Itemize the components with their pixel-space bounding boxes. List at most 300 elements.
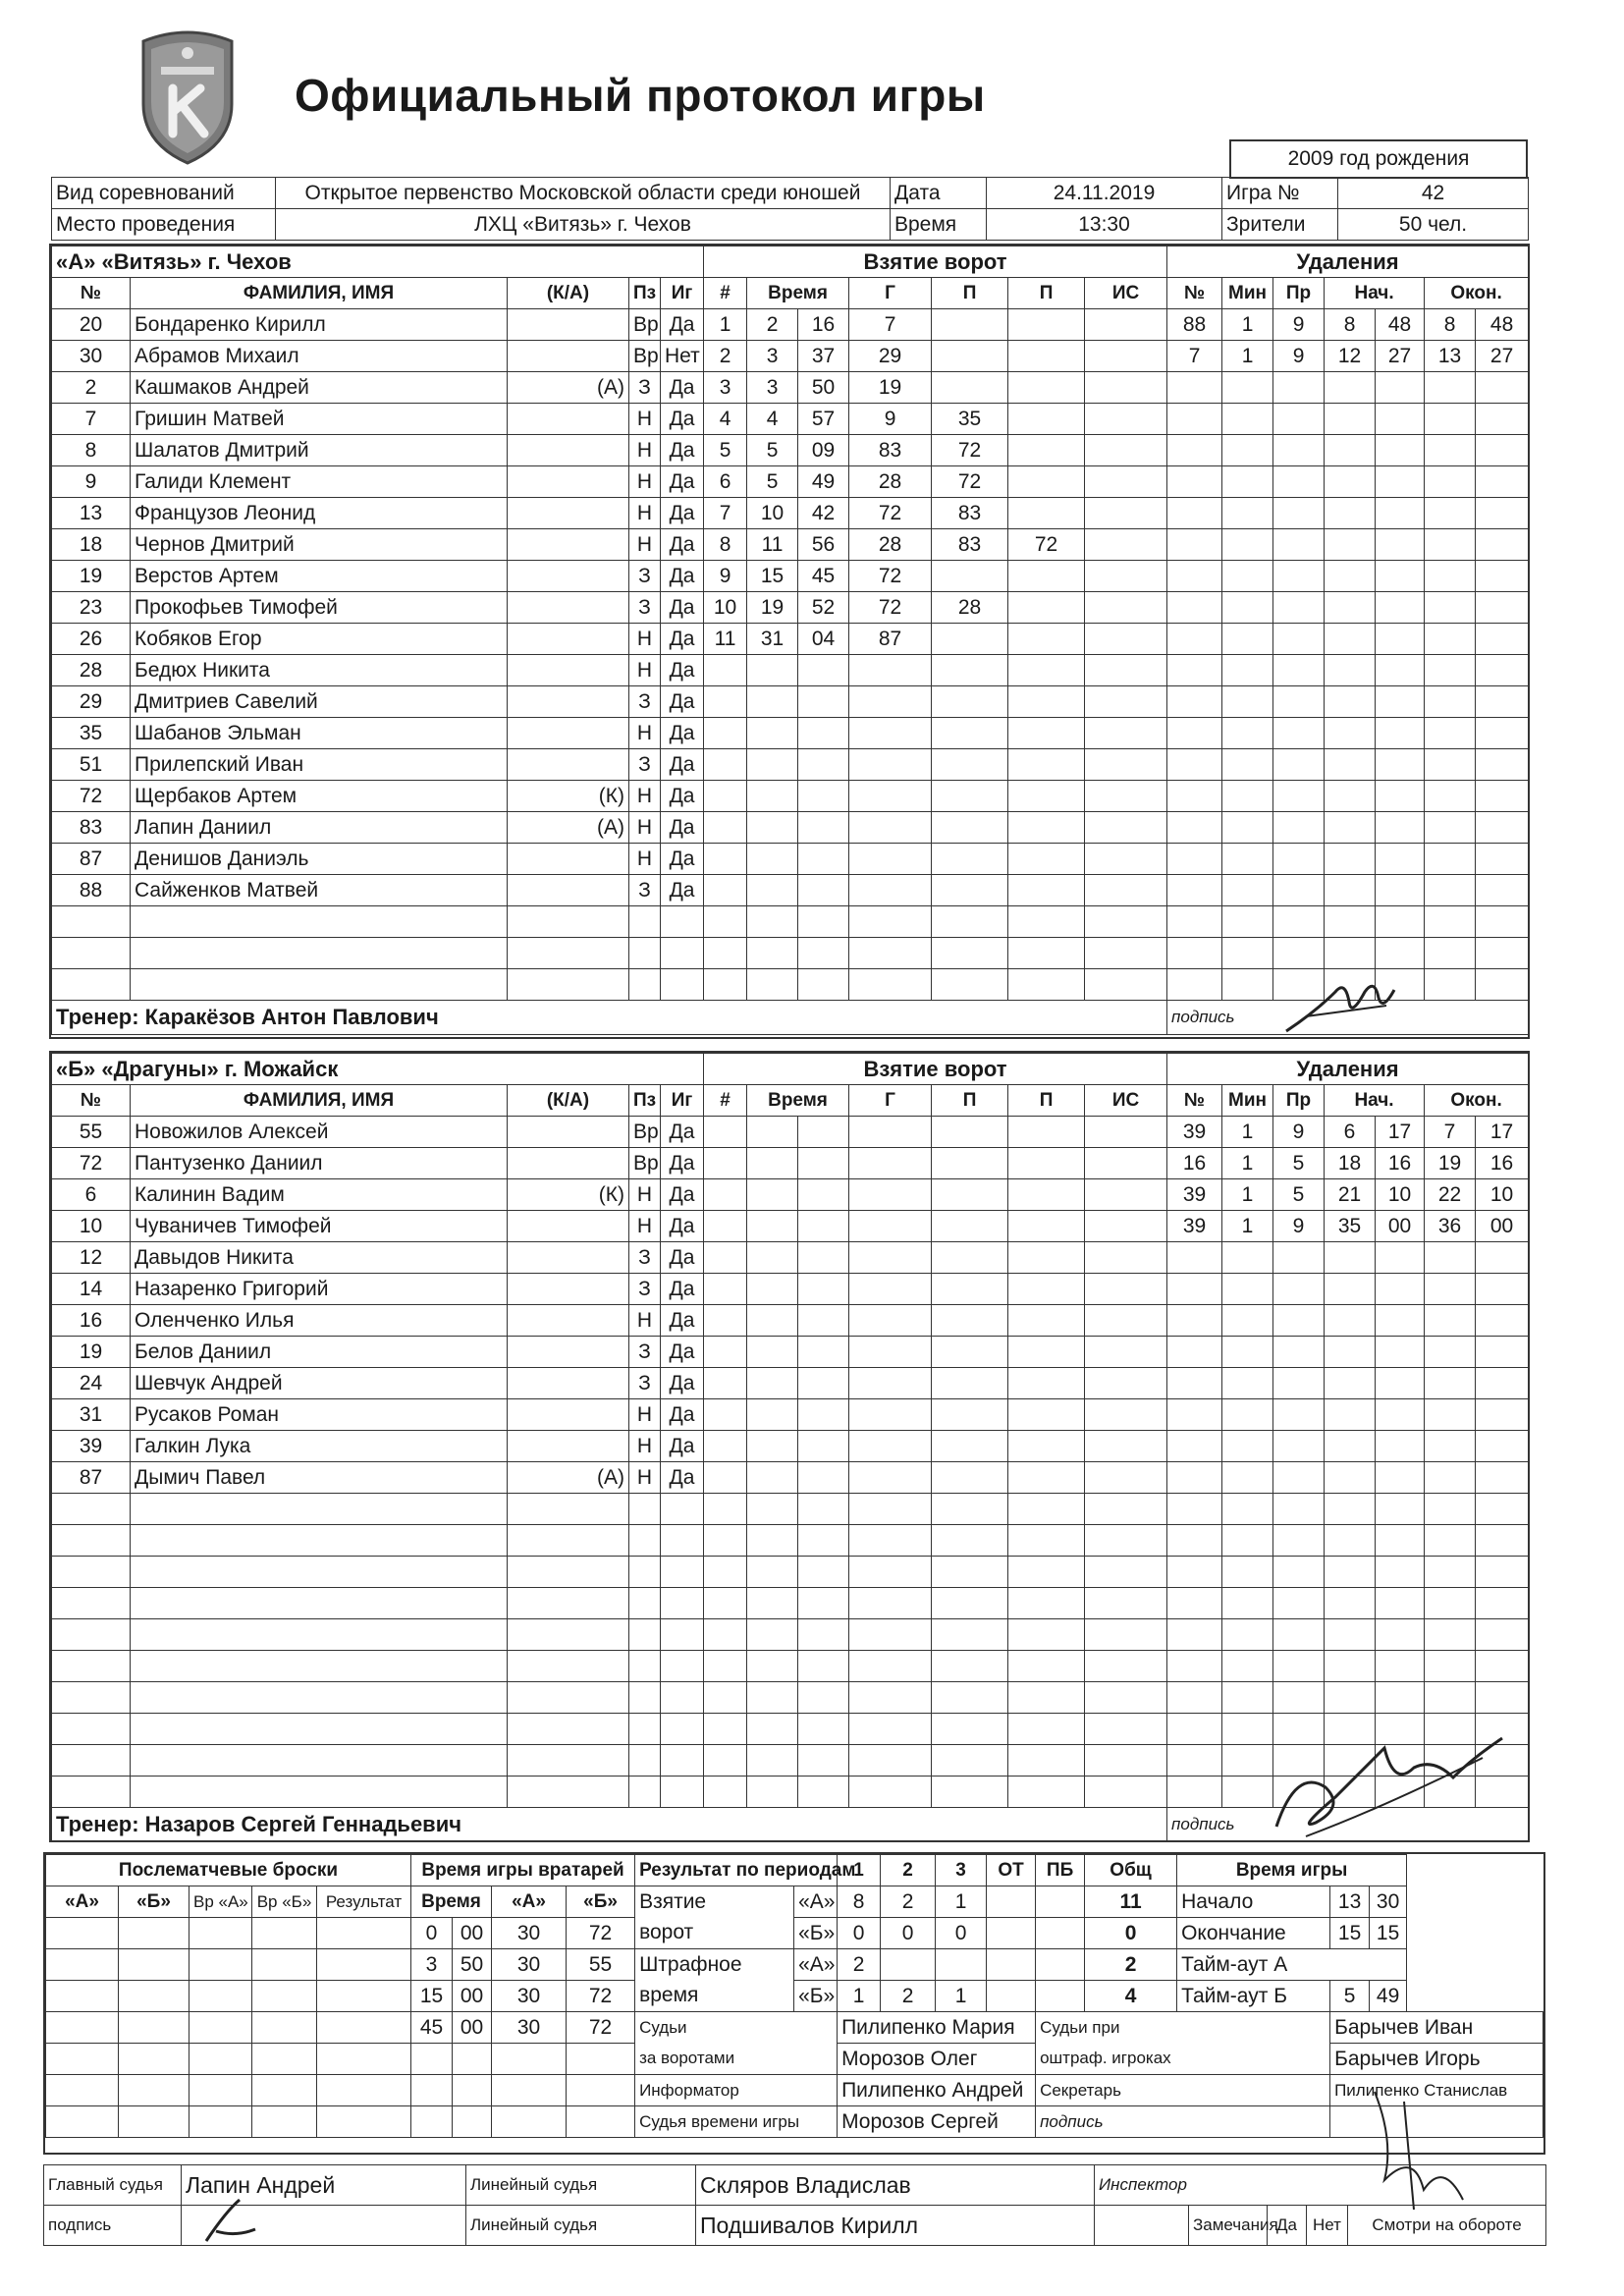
player-position: Н [629, 1211, 661, 1242]
player-role [508, 529, 629, 561]
goals-a-p3: 1 [936, 1886, 987, 1918]
player-position: Н [629, 624, 661, 655]
player-position [629, 1714, 661, 1745]
player-row [52, 1305, 1529, 1337]
penalty-reason [1273, 781, 1325, 812]
goal-second [798, 1305, 849, 1337]
player-played [661, 938, 704, 969]
goal-assist-2 [1008, 498, 1085, 529]
player-name: Пантузенко Даниил [131, 1148, 508, 1179]
player-row [52, 718, 1529, 749]
penalty-player: 16 [1167, 1148, 1222, 1179]
penalty-start-min [1325, 749, 1376, 781]
period-1-header: 1 [838, 1855, 881, 1886]
game-start-hour: 13 [1330, 1886, 1370, 1918]
goal-number [704, 1179, 747, 1211]
player-played: Да [661, 1242, 704, 1274]
goal-minute [747, 812, 798, 844]
goal-minute [747, 749, 798, 781]
goals-label-1: Взятие [635, 1886, 794, 1918]
penalty-start-sec [1376, 1494, 1425, 1525]
team-b-signature-label: подпись [1167, 1808, 1529, 1842]
player-position [629, 1525, 661, 1557]
goal-scorer [849, 1242, 932, 1274]
goal-assist-1 [932, 1462, 1008, 1494]
penalty-minutes [1222, 1462, 1273, 1494]
goal-situation [1085, 844, 1167, 875]
player-number: 6 [52, 1179, 131, 1211]
player-row [52, 906, 1529, 938]
goal-number [704, 1682, 747, 1714]
player-role [508, 969, 629, 1001]
player-played: Да [661, 1117, 704, 1148]
goalie-row-4-b: 72 [567, 2012, 635, 2044]
penalty-start-min [1325, 561, 1376, 592]
goalie-col-time: Время [411, 1886, 492, 1918]
player-position: Н [629, 1462, 661, 1494]
player-number: 88 [52, 875, 131, 906]
player-role [508, 875, 629, 906]
penalty-minutes [1222, 781, 1273, 812]
goal-scorer: 28 [849, 466, 932, 498]
player-number: 30 [52, 341, 131, 372]
penalty-end-sec [1476, 1305, 1529, 1337]
penalty-start-min [1325, 1462, 1376, 1494]
penalty-minutes [1222, 1494, 1273, 1525]
goal-assist-2 [1008, 372, 1085, 404]
goal-situation [1085, 529, 1167, 561]
player-name [131, 1745, 508, 1777]
player-role [508, 686, 629, 718]
penalty-end-sec [1476, 812, 1529, 844]
player-row [52, 1431, 1529, 1462]
goal-number: 7 [704, 498, 747, 529]
player-row [52, 1588, 1529, 1619]
pim-a-total: 2 [1085, 1949, 1177, 1981]
penalty-reason [1273, 749, 1325, 781]
player-role [508, 592, 629, 624]
col-pen-start: Нач. [1325, 1085, 1425, 1117]
player-row [52, 466, 1529, 498]
goal-second: 37 [798, 341, 849, 372]
player-name: Французов Леонид [131, 498, 508, 529]
penalty-start-sec [1376, 1368, 1425, 1399]
penalty-minutes [1222, 686, 1273, 718]
goal-situation [1085, 1651, 1167, 1682]
penalty-start-sec [1376, 404, 1425, 435]
goal-second: 56 [798, 529, 849, 561]
goal-minute [747, 906, 798, 938]
goal-scorer: 83 [849, 435, 932, 466]
goals-b-p1: 0 [838, 1918, 881, 1949]
goal-second [798, 938, 849, 969]
informer-name: Пилипенко Андрей [838, 2075, 1036, 2106]
player-number: 29 [52, 686, 131, 718]
goal-minute: 11 [747, 529, 798, 561]
player-played: Да [661, 1462, 704, 1494]
player-number: 14 [52, 1274, 131, 1305]
goal-second [798, 1399, 849, 1431]
goal-situation [1085, 1211, 1167, 1242]
player-role [508, 1777, 629, 1808]
goal-number [704, 1651, 747, 1682]
player-role [508, 938, 629, 969]
penalty-reason [1273, 529, 1325, 561]
player-role [508, 844, 629, 875]
penalty-end-sec [1476, 1431, 1529, 1462]
penalty-reason [1273, 906, 1325, 938]
penalty-start-sec [1376, 938, 1425, 969]
penalty-reason [1273, 1431, 1325, 1462]
shootout-header: ПБ [1036, 1855, 1085, 1886]
penalty-player: 39 [1167, 1211, 1222, 1242]
penalty-box-judge-2: Барычев Игорь [1330, 2044, 1543, 2075]
goal-second [798, 906, 849, 938]
goal-scorer [849, 1211, 932, 1242]
penalty-start-min [1325, 466, 1376, 498]
penalty-minutes [1222, 1682, 1273, 1714]
penalty-start-sec: 27 [1376, 341, 1425, 372]
goal-situation [1085, 1525, 1167, 1557]
player-number: 2 [52, 372, 131, 404]
player-name [131, 969, 508, 1001]
pim-a-ot [987, 1949, 1036, 1981]
penalty-start-min [1325, 498, 1376, 529]
penalty-minutes [1222, 435, 1273, 466]
goal-number [704, 1211, 747, 1242]
penalty-start-sec [1376, 781, 1425, 812]
penalty-player [1167, 529, 1222, 561]
penalty-start-sec [1376, 592, 1425, 624]
player-position [629, 1619, 661, 1651]
player-number [52, 1651, 131, 1682]
head-referee-signature-label: подпись [44, 2206, 182, 2246]
penalty-player [1167, 1305, 1222, 1337]
goal-number [704, 1274, 747, 1305]
col-assist-2: П [1008, 278, 1085, 309]
goal-scorer [849, 1179, 932, 1211]
timeout-a-label: Тайм-аут А [1177, 1949, 1407, 1981]
player-role [508, 1588, 629, 1619]
penalty-reason: 9 [1273, 1117, 1325, 1148]
remarks-label: Замечания [1189, 2206, 1268, 2246]
player-row [52, 1179, 1529, 1211]
player-played [661, 1494, 704, 1525]
penalty-end-min: 36 [1425, 1211, 1476, 1242]
player-number: 10 [52, 1211, 131, 1242]
goal-assist-1 [932, 1557, 1008, 1588]
goal-scorer: 72 [849, 498, 932, 529]
penalty-minutes [1222, 938, 1273, 969]
goal-assist-1 [932, 938, 1008, 969]
goal-number [704, 749, 747, 781]
penalty-start-sec [1376, 1557, 1425, 1588]
penalty-end-sec [1476, 906, 1529, 938]
goal-assist-2 [1008, 592, 1085, 624]
goal-second: 09 [798, 435, 849, 466]
player-name: Абрамов Михаил [131, 341, 508, 372]
player-number: 83 [52, 812, 131, 844]
goal-number: 5 [704, 435, 747, 466]
goal-second [798, 1494, 849, 1525]
goal-second [798, 1525, 849, 1557]
player-number [52, 938, 131, 969]
goal-situation [1085, 875, 1167, 906]
penalty-minutes [1222, 624, 1273, 655]
goal-scorer [849, 1619, 932, 1651]
goal-scorer [849, 1148, 932, 1179]
goal-situation [1085, 1494, 1167, 1525]
player-name: Сайженков Матвей [131, 875, 508, 906]
penalty-end-min [1425, 655, 1476, 686]
player-role [508, 498, 629, 529]
penalty-start-sec [1376, 529, 1425, 561]
goal-assist-2 [1008, 435, 1085, 466]
player-role [508, 341, 629, 372]
player-role [508, 1682, 629, 1714]
see-back-label: Смотри на обороте [1348, 2206, 1546, 2246]
penalty-end-min [1425, 404, 1476, 435]
goal-minute [747, 1525, 798, 1557]
player-role [508, 1619, 629, 1651]
goal-situation [1085, 1305, 1167, 1337]
header-table [51, 177, 1529, 241]
team-a-penalties-title: Удаления [1167, 246, 1529, 278]
player-played [661, 1714, 704, 1745]
goalie-col-b: «Б» [567, 1886, 635, 1918]
penalty-end-sec [1476, 1525, 1529, 1557]
goalie-row-4-sec: 00 [453, 2012, 492, 2044]
penalty-start-sec [1376, 875, 1425, 906]
col-goal-scorer: Г [849, 278, 932, 309]
goal-minute [747, 686, 798, 718]
penalty-minutes [1222, 372, 1273, 404]
goal-minute [747, 1368, 798, 1399]
goal-situation [1085, 592, 1167, 624]
player-row [52, 1368, 1529, 1399]
player-position [629, 1682, 661, 1714]
goal-number [704, 1337, 747, 1368]
goal-situation [1085, 1179, 1167, 1211]
goal-number [704, 1619, 747, 1651]
goal-assist-2 [1008, 1619, 1085, 1651]
goal-assist-1: 35 [932, 404, 1008, 435]
penalty-end-sec [1476, 498, 1529, 529]
penalty-reason [1273, 718, 1325, 749]
goal-number [704, 1148, 747, 1179]
goal-minute [747, 1399, 798, 1431]
penalty-start-sec [1376, 906, 1425, 938]
goal-situation [1085, 498, 1167, 529]
player-position [629, 906, 661, 938]
goal-assist-2 [1008, 718, 1085, 749]
goal-assist-1 [932, 1179, 1008, 1211]
penalty-minutes [1222, 1399, 1273, 1431]
penalty-player [1167, 1745, 1222, 1777]
goal-number [704, 812, 747, 844]
team-a-title: «А» «Витязь» г. Чехов [52, 246, 704, 278]
penalty-end-min [1425, 435, 1476, 466]
player-role: (А) [508, 1462, 629, 1494]
penalty-minutes [1222, 812, 1273, 844]
goal-scorer [849, 1117, 932, 1148]
goal-situation [1085, 906, 1167, 938]
goal-minute [747, 1651, 798, 1682]
col-goal-situation: ИС [1085, 278, 1167, 309]
penalty-end-sec [1476, 1494, 1529, 1525]
goalie-row-1-sec: 00 [453, 1918, 492, 1949]
goal-scorer [849, 812, 932, 844]
player-position: Вр [629, 1117, 661, 1148]
penalty-player [1167, 1494, 1222, 1525]
player-name: Давыдов Никита [131, 1242, 508, 1274]
penalty-start-sec [1376, 1462, 1425, 1494]
penalty-player [1167, 1337, 1222, 1368]
player-name [131, 938, 508, 969]
goal-assist-2 [1008, 404, 1085, 435]
penalty-end-min [1425, 1557, 1476, 1588]
goal-assist-2 [1008, 906, 1085, 938]
goal-scorer [849, 718, 932, 749]
goal-second [798, 812, 849, 844]
col-number: № [52, 278, 131, 309]
player-row [52, 561, 1529, 592]
col-name: ФАМИЛИЯ, ИМЯ [131, 278, 508, 309]
penalty-reason [1273, 1274, 1325, 1305]
player-number [52, 1777, 131, 1808]
goal-scorer [849, 1682, 932, 1714]
penalty-start-min: 12 [1325, 341, 1376, 372]
penalty-reason [1273, 1525, 1325, 1557]
goal-assist-2 [1008, 1494, 1085, 1525]
penalty-end-min: 19 [1425, 1148, 1476, 1179]
player-position: Н [629, 1305, 661, 1337]
goal-second [798, 1337, 849, 1368]
goal-assist-1: 83 [932, 529, 1008, 561]
goal-second [798, 1148, 849, 1179]
player-played [661, 1557, 704, 1588]
penalty-reason [1273, 1305, 1325, 1337]
penalty-reason [1273, 466, 1325, 498]
goals-team-a: «А» [794, 1886, 838, 1918]
player-name: Кашмаков Андрей [131, 372, 508, 404]
penalty-player [1167, 561, 1222, 592]
player-position: Н [629, 404, 661, 435]
player-position: Н [629, 498, 661, 529]
penalty-end-min [1425, 1682, 1476, 1714]
penalty-player [1167, 498, 1222, 529]
penalty-reason: 5 [1273, 1148, 1325, 1179]
goal-second [798, 1117, 849, 1148]
spectators-label: Зрители [1222, 209, 1338, 241]
goal-second [798, 1557, 849, 1588]
goal-minute [747, 938, 798, 969]
player-played: Да [661, 1305, 704, 1337]
penalty-minutes [1222, 404, 1273, 435]
penalty-player [1167, 1399, 1222, 1431]
player-number: 19 [52, 1337, 131, 1368]
penalty-end-sec [1476, 718, 1529, 749]
penalty-end-sec: 16 [1476, 1148, 1529, 1179]
player-position [629, 1588, 661, 1619]
goal-situation [1085, 624, 1167, 655]
pim-b-p1: 1 [838, 1981, 881, 2012]
col-pen-end: Окон. [1425, 1085, 1529, 1117]
goal-assist-2 [1008, 341, 1085, 372]
player-number: 72 [52, 781, 131, 812]
penalty-end-sec [1476, 844, 1529, 875]
player-name [131, 1525, 508, 1557]
col-ka: (К/А) [508, 278, 629, 309]
goal-scorer: 19 [849, 372, 932, 404]
player-name [131, 1619, 508, 1651]
penalty-start-min [1325, 844, 1376, 875]
penalty-end-min [1425, 844, 1476, 875]
period-3-header: 3 [936, 1855, 987, 1886]
penalty-start-min: 18 [1325, 1148, 1376, 1179]
penalty-end-sec [1476, 466, 1529, 498]
goal-number [704, 1431, 747, 1462]
player-row [52, 1337, 1529, 1368]
goal-assist-2 [1008, 466, 1085, 498]
goal-second: 50 [798, 372, 849, 404]
penalty-start-sec: 10 [1376, 1179, 1425, 1211]
player-played: Нет [661, 341, 704, 372]
penalty-player [1167, 1619, 1222, 1651]
penalty-reason [1273, 875, 1325, 906]
time-value: 13:30 [987, 209, 1222, 241]
player-number: 18 [52, 529, 131, 561]
penalty-reason [1273, 844, 1325, 875]
player-position: З [629, 561, 661, 592]
penalty-end-sec [1476, 1557, 1529, 1588]
penalty-start-min [1325, 529, 1376, 561]
goal-second [798, 1714, 849, 1745]
player-role [508, 1368, 629, 1399]
goals-b-p2: 0 [881, 1918, 936, 1949]
goal-second [798, 1777, 849, 1808]
penalty-minutes [1222, 875, 1273, 906]
penalty-box-label-1: Судьи при [1036, 2012, 1330, 2044]
goal-situation [1085, 561, 1167, 592]
col-goal-number: # [704, 278, 747, 309]
penalty-start-sec [1376, 372, 1425, 404]
player-row [52, 592, 1529, 624]
player-name: Бедюх Никита [131, 655, 508, 686]
team-crest-logo [135, 27, 240, 165]
goal-second [798, 686, 849, 718]
goal-situation [1085, 341, 1167, 372]
player-name: Белов Даниил [131, 1337, 508, 1368]
col-pen-number: № [1167, 1085, 1222, 1117]
penalty-end-sec: 17 [1476, 1117, 1529, 1148]
penalty-reason [1273, 1619, 1325, 1651]
penalty-player [1167, 466, 1222, 498]
player-role [508, 1399, 629, 1431]
penalty-end-min [1425, 1368, 1476, 1399]
goal-assist-2 [1008, 1399, 1085, 1431]
goal-minute [747, 1337, 798, 1368]
goals-b-p3: 0 [936, 1918, 987, 1949]
pim-label-1: Штрафное [635, 1949, 794, 1981]
penalty-player [1167, 1431, 1222, 1462]
goal-assist-1 [932, 749, 1008, 781]
goal-assist-1 [932, 781, 1008, 812]
goal-number: 9 [704, 561, 747, 592]
goal-assist-2 [1008, 844, 1085, 875]
goal-situation [1085, 309, 1167, 341]
goal-assist-2 [1008, 1557, 1085, 1588]
